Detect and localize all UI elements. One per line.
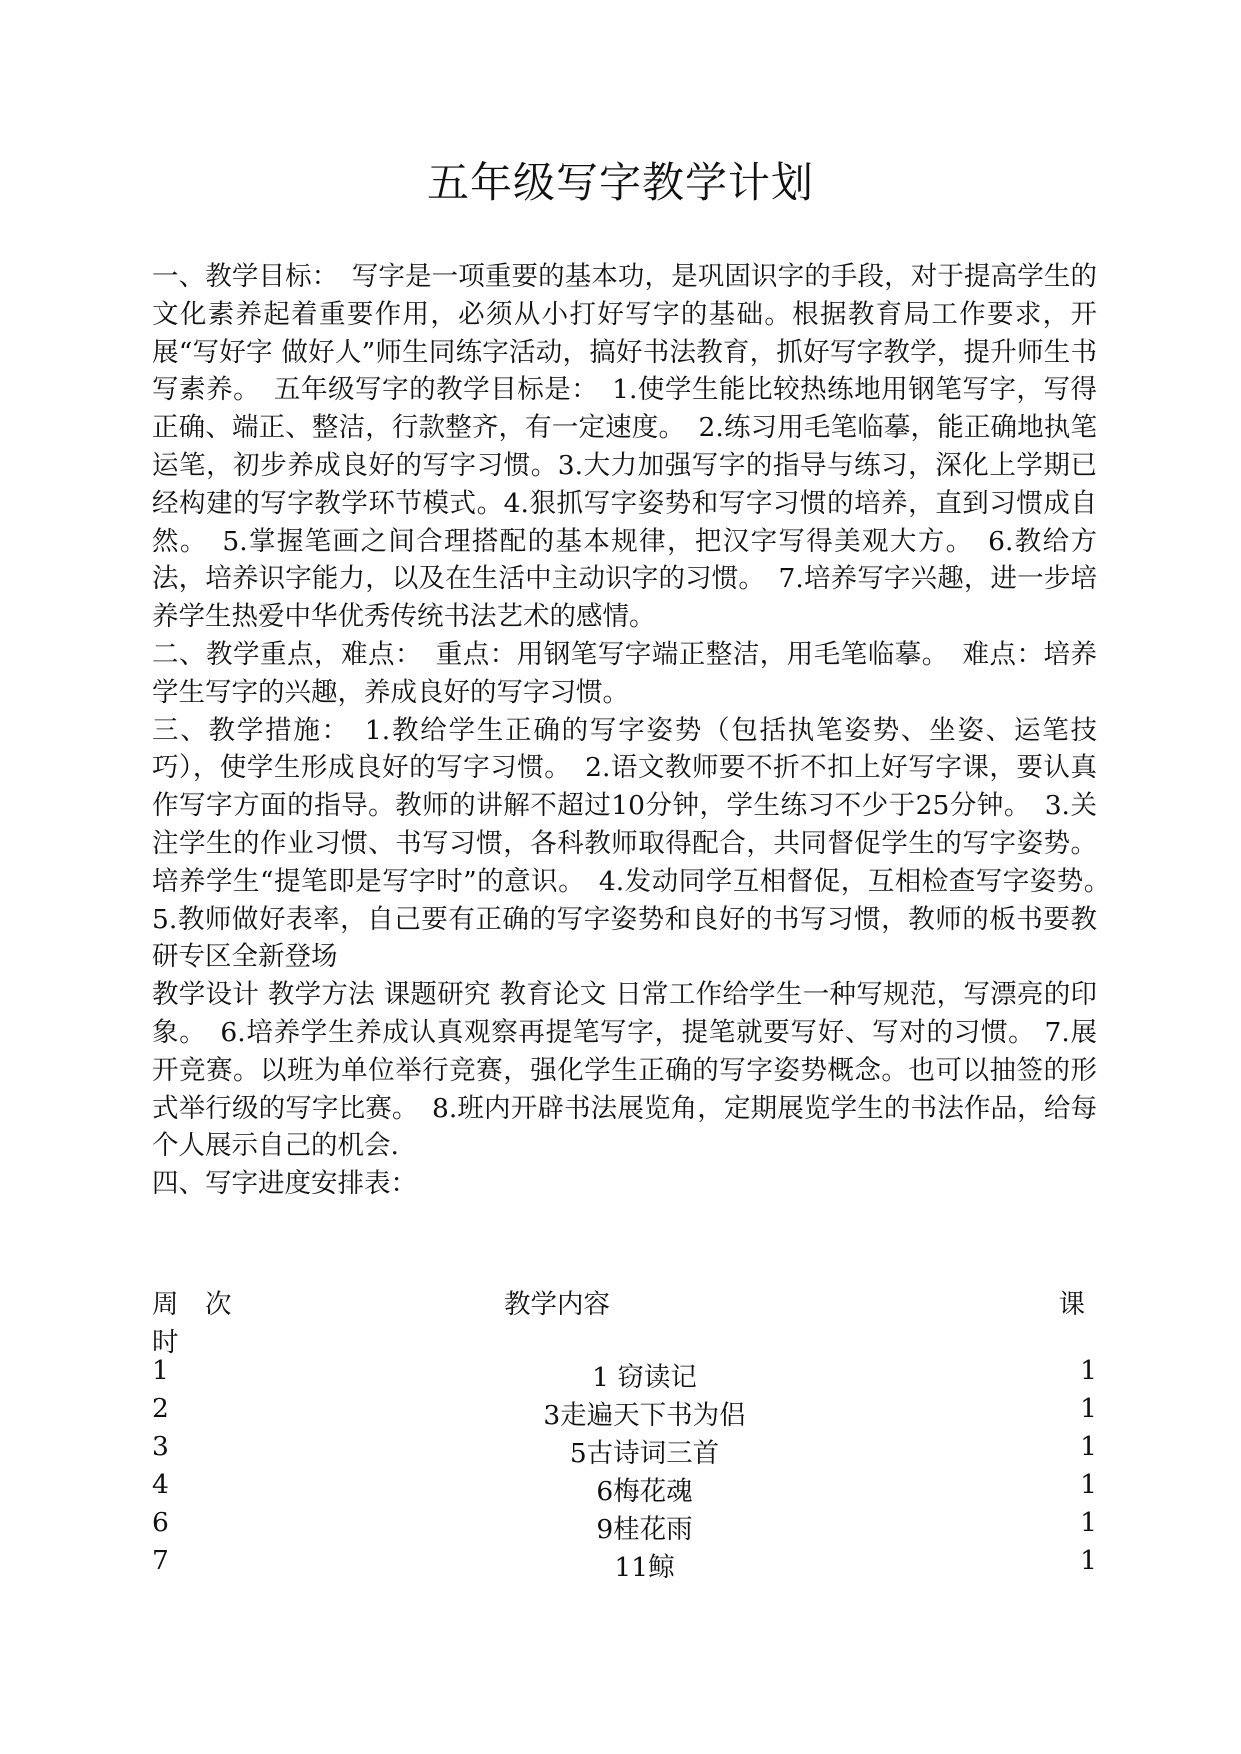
- table-row: [152, 1431, 1097, 1469]
- schedule-header: [152, 1282, 1097, 1362]
- header-week: 周 次: [152, 1289, 232, 1320]
- header-hours-wrap: 时: [152, 1327, 179, 1358]
- section-teaching-measures-continued: 教学设计 教学方法 课题研究 教育论文 日常工作给学生一种写规范，写漂亮的印象。 6.培养学生养成认真观察再提笔写字，提笔就要写好、写对的习惯。 7.展开竞赛。以班为单位举行竞赛，强化学生正确的写字姿势概念。也可以抽签的形式举行级的写字比赛。 8.班内开辟书法展览角，定期展览学生的书法作品，给每个人展示自己的机会.: [152, 979, 1097, 1162]
- document-title: 五年级写字教学计划: [426, 158, 814, 207]
- row-content: 3走遍天下书为侣: [543, 1400, 746, 1431]
- schedule-table: [152, 1355, 1097, 1583]
- row-content: 11鲸: [614, 1552, 675, 1583]
- section-schedule-heading: 四、写字进度安排表：: [152, 1168, 417, 1200]
- header-hours: 课: [1058, 1289, 1085, 1320]
- table-row: [152, 1393, 1097, 1431]
- document-body: [152, 258, 1124, 1203]
- section-teaching-goals: 一、教学目标： 写字是一项重要的基本功，是巩固识字的手段，对于提高学生的文化素养起着重要作用，必须从小打好写字的基础。根据教育局工作要求，开展“写好字 做好人”师生同练字活动，搞好书法教育，抓好写字教学，提升师生书写素养。 五年级写字的教学目标是： 1.使学生能比较热练地用钢笔写字，写得正确、端正、整洁，行款整齐，有一定速度。 2.练习用毛笔临摹，能正确地执笔运笔，初步养成良好的写字习惯。3.大力加强写字的指导与练习，深化上学期已经构建的写字教学环节模式。4.狠抓写字姿势和写字习惯的培养，直到习惯成自然。 5.掌握笔画之间合理搭配的基本规律，把汉字写得美观大方。 6.教给方法，培养识字能力，以及在生活中主动识字的习惯。 7.培养写字兴趣，进一步培养学生热爱中华优秀传统书法艺术的感情。: [152, 261, 1097, 633]
- row-hours: 1: [1080, 1355, 1097, 1386]
- row-hours: 1: [1080, 1431, 1097, 1462]
- table-row: [152, 1545, 1097, 1583]
- row-content: 6梅花魂: [596, 1476, 693, 1507]
- row-content: 9桂花雨: [596, 1514, 693, 1545]
- row-week: 2: [152, 1393, 169, 1424]
- row-week: 6: [152, 1507, 169, 1538]
- section-teaching-measures: 三、教学措施： 1.教给学生正确的写字姿势（包括执笔姿势、坐姿、运笔技巧），使学生形成良好的写字习惯。 2.语文教师要不折不扣上好写字课，要认真作写字方面的指导。教师的讲解不超过10分钟，学生练习不少于25分钟。 3.关注学生的作业习惯、书写习惯，各科教师取得配合，共同督促学生的写字姿势。培养学生“提笔即是写字时”的意识。 4.发动同学互相督促，互相检查写字姿势。 5.教师做好表率，自己要有正确的写字姿势和良好的书写习惯，教师的板书要教研专区全新登场: [152, 714, 1124, 973]
- table-row: [152, 1355, 1097, 1393]
- row-hours: 1: [1080, 1469, 1097, 1500]
- row-content: 5古诗词三首: [569, 1438, 720, 1469]
- row-week: 3: [152, 1431, 169, 1462]
- section-key-points: 二、教学重点，难点： 重点：用钢笔写字端正整洁，用毛笔临摹。 难点：培养学生写字的兴趣，养成良好的写字习惯。: [152, 638, 1097, 708]
- row-week: 4: [152, 1469, 169, 1500]
- table-row: [152, 1507, 1097, 1545]
- header-content: 教学内容: [504, 1289, 610, 1320]
- row-week: 7: [152, 1545, 169, 1576]
- row-hours: 1: [1080, 1507, 1097, 1538]
- row-hours: 1: [1080, 1545, 1097, 1576]
- table-row: [152, 1469, 1097, 1507]
- row-hours: 1: [1080, 1393, 1097, 1424]
- row-content: 1 窃读记: [592, 1362, 697, 1393]
- row-week: 1: [152, 1355, 169, 1386]
